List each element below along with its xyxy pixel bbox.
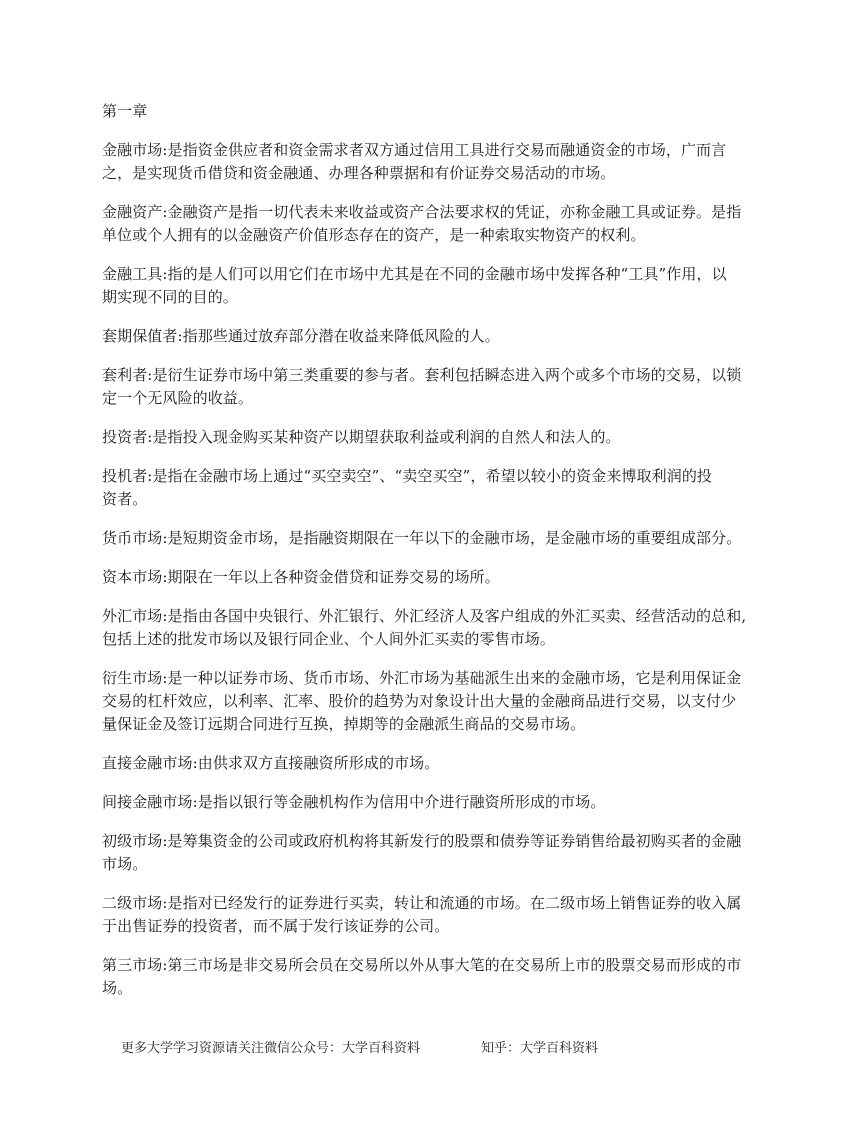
definition-paragraph [102, 426, 782, 449]
paragraph-line: 之，是实现货币借贷和资金融通、办理各种票据和有价证券交易活动的市场。 [102, 164, 616, 182]
paragraph-line: 货币市场:是短期资金市场，是指融资期限在一年以下的金融市场，是金融市场的重要组成部分。 [102, 529, 742, 547]
definition-paragraph [102, 605, 782, 651]
paragraph-line: 于出售证券的投资者，而不属于发行该证券的公司。 [102, 917, 450, 935]
definition-paragraph [102, 465, 782, 511]
definition-paragraph [102, 527, 782, 550]
paragraph-line: 定一个无风险的收益。 [102, 389, 254, 407]
paragraph-line: 资者。 [102, 490, 148, 508]
paragraph-line: 直接金融市场:由供求双方直接融资所形成的市场。 [102, 754, 440, 772]
document-body [102, 100, 782, 1016]
paragraph-line: 场。 [102, 979, 133, 997]
paragraph-line: 期实现不同的目的。 [102, 288, 238, 306]
footer-zhihu-note: 知乎：大学百科资料 [481, 1041, 599, 1056]
definition-paragraph [102, 139, 782, 185]
paragraph-line: 单位或个人拥有的以金融资产价值形态存在的资产，是一种索取实物资产的权利。 [102, 226, 646, 244]
paragraph-line: 初级市场:是筹集资金的公司或政府机构将其新发行的股票和债券等证券销售给最初购买者的金融 [102, 832, 742, 850]
definition-paragraph [102, 892, 782, 938]
paragraph-line: 交易的杠杆效应，以利率、汇率、股价的趋势为对象设计出大量的金融商品进行交易，以支付少 [102, 692, 737, 710]
definition-paragraph [102, 954, 782, 1000]
definition-paragraph [102, 201, 782, 247]
definition-paragraph [102, 791, 782, 814]
paragraph-line: 投资者:是指投入现金购买某种资产以期望获取利益或利润的自然人和法人的。 [102, 428, 621, 446]
paragraph-line: 套期保值者:指那些通过放弃部分潜在收益来降低风险的人。 [102, 327, 500, 345]
paragraph-line: 套利者:是衍生证券市场中第三类重要的参与者。套利包括瞬态进入两个或多个市场的交易，以锁 [102, 366, 742, 384]
definition-paragraph [102, 263, 782, 309]
paragraph-line: 外汇市场:是指由各国中央银行、外汇银行、外汇经济人及客户组成的外汇买卖、经营活动的总和, [102, 607, 747, 625]
paragraph-line: 金融资产:金融资产是指一切代表未来收益或资产合法要求权的凭证，亦称金融工具或证券。是指 [102, 203, 742, 221]
paragraph-line: 金融工具:指的是人们可以用它们在市场中尤其是在不同的金融市场中发挥各种“工具”作用，以 [102, 265, 727, 283]
paragraph-line: 二级市场:是指对已经发行的证券进行买卖，转让和流通的市场。在二级市场上销售证券的收入属 [102, 894, 742, 912]
paragraph-line: 资本市场:期限在一年以上各种资金借贷和证券交易的场所。 [102, 568, 500, 586]
definitions-list [102, 139, 782, 1000]
definition-paragraph [102, 830, 782, 876]
page-footer [121, 1040, 599, 1058]
paragraph-line: 金融市场:是指资金供应者和资金需求者双方通过信用工具进行交易而融通资金的市场，广而言 [102, 141, 727, 159]
paragraph-line: 第三市场:第三市场是非交易所会员在交易所以外从事大笔的在交易所上市的股票交易而形成的市 [102, 956, 742, 974]
chapter-heading [102, 100, 782, 123]
paragraph-line: 投机者:是指在金融市场上通过“买空卖空”、“卖空买空”，希望以较小的资金来博取利润的投 [102, 467, 713, 485]
definition-paragraph [102, 364, 782, 410]
paragraph-line: 包括上述的批发市场以及银行同企业、个人间外汇买卖的零售市场。 [102, 630, 556, 648]
definition-paragraph [102, 566, 782, 589]
paragraph-line: 市场。 [102, 855, 148, 873]
paragraph-line: 量保证金及签订远期合同进行互换，掉期等的金融派生商品的交易市场。 [102, 715, 586, 733]
definition-paragraph [102, 667, 782, 736]
footer-wechat-note: 更多大学学习资源请关注微信公众号：大学百科资料 [121, 1041, 421, 1056]
paragraph-line: 间接金融市场:是指以银行等金融机构作为信用中介进行融资所形成的市场。 [102, 793, 606, 811]
definition-paragraph [102, 752, 782, 775]
definition-paragraph [102, 325, 782, 348]
paragraph-line: 衍生市场:是一种以证券市场、货币市场、外汇市场为基础派生出来的金融市场，它是利用保证金 [102, 669, 742, 687]
heading-text: 第一章 [102, 102, 148, 120]
